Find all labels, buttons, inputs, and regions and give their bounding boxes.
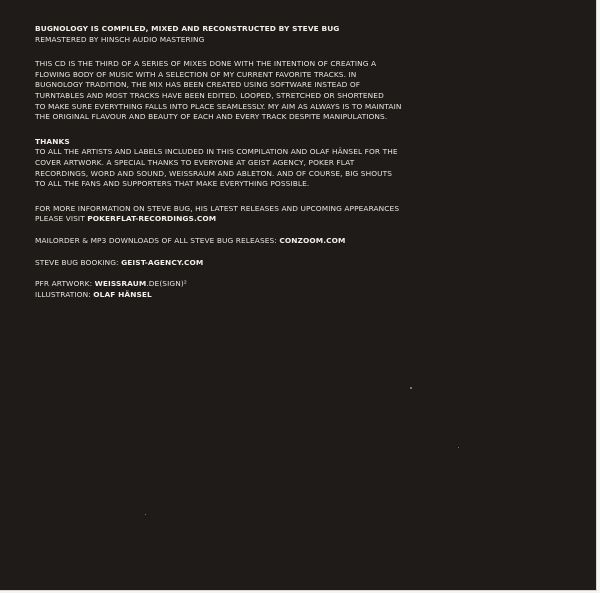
thanks-line: TO ALL THE ARTISTS AND LABELS INCLUDED IN THIS COMPILATION AND OLAF HÄNSEL FOR THE <box>35 147 398 157</box>
geist-agency-link[interactable]: GEIST-AGENCY.COM <box>121 257 204 267</box>
mailorder-prefix: MAILORDER & MP3 DOWNLOADS OF ALL STEVE BUG RELEASES: <box>35 235 280 245</box>
thanks-line: TO ALL THE FANS AND SUPPORTERS THAT MAKE EVERYTHING POSSIBLE. <box>35 179 310 189</box>
scan-speck <box>145 514 146 515</box>
description-line: THIS CD IS THE THIRD OF A SERIES OF MIXES DONE WITH THE INTENTION OF CREATING A <box>35 59 377 69</box>
illustration-line <box>35 290 570 301</box>
illustration-prefix: ILLUSTRATION: <box>35 289 94 299</box>
booking-prefix: STEVE BUG BOOKING: <box>35 257 122 267</box>
liner-notes-text <box>35 24 570 300</box>
scan-speck <box>410 387 412 389</box>
pfr-artwork-prefix: PFR ARTWORK: <box>35 279 95 289</box>
pokerflat-link[interactable]: POKERFLAT-RECORDINGS.COM <box>87 214 217 224</box>
weissraum-name: WEISSRAUM <box>94 279 147 289</box>
description-paragraph <box>35 59 570 123</box>
conzoom-link[interactable]: CONZOOM.COM <box>279 235 346 245</box>
description-line: BUGNOLOGY TRADITION, THE MIX HAS BEEN CREATED USING SOFTWARE INSTEAD OF <box>35 80 361 90</box>
description-line: TURNTABLES AND MOST TRACKS HAVE BEEN EDITED. LOOPED, STRETCHED OR SHORTENED <box>35 90 384 100</box>
weissraum-suffix: .DE(SIGN)² <box>146 279 187 289</box>
illustrator-name: OLAF HÄNSEL <box>93 289 152 299</box>
thanks-line: COVER ARTWORK. A SPECIAL THANKS TO EVERYONE AT GEIST AGENCY, POKER FLAT <box>35 157 355 167</box>
info-visit-prefix: PLEASE VISIT <box>35 214 88 224</box>
remastered-by-credit: REMASTERED BY HINSCH AUDIO MASTERING <box>35 34 205 44</box>
booking-line <box>35 258 570 269</box>
description-line: FLOWING BODY OF MUSIC WITH A SELECTION OF MY CURRENT FAVORITE TRACKS. IN <box>35 69 357 79</box>
thanks-heading: THANKS <box>35 136 70 146</box>
thanks-section <box>35 137 570 190</box>
info-line: FOR MORE INFORMATION ON STEVE BUG, HIS LATEST RELEASES AND UPCOMING APPEARANCES <box>35 203 400 213</box>
description-line: TO MAKE SURE EVERYTHING FALLS INTO PLACE SEAMLESSLY. MY AIM AS ALWAYS IS TO MAINTAIN <box>35 101 402 111</box>
info-section <box>35 204 570 225</box>
mailorder-line <box>35 236 570 247</box>
description-line: THE ORIGINAL FLAVOUR AND BEAUTY OF EACH AND EVERY TRACK DESPITE MANIPULATIONS. <box>35 112 388 122</box>
compiled-by-credit: BUGNOLOGY IS COMPILED, MIXED AND RECONSTRUCTED BY STEVE BUG <box>35 24 340 33</box>
info-visit-line <box>35 214 570 225</box>
thanks-line: RECORDINGS, WORD AND SOUND, WEISSRAUM AND ABLETON. AND OF COURSE, BIG SHOUTS <box>35 168 393 178</box>
scan-speck <box>458 447 459 448</box>
pfr-artwork-line <box>35 279 570 290</box>
